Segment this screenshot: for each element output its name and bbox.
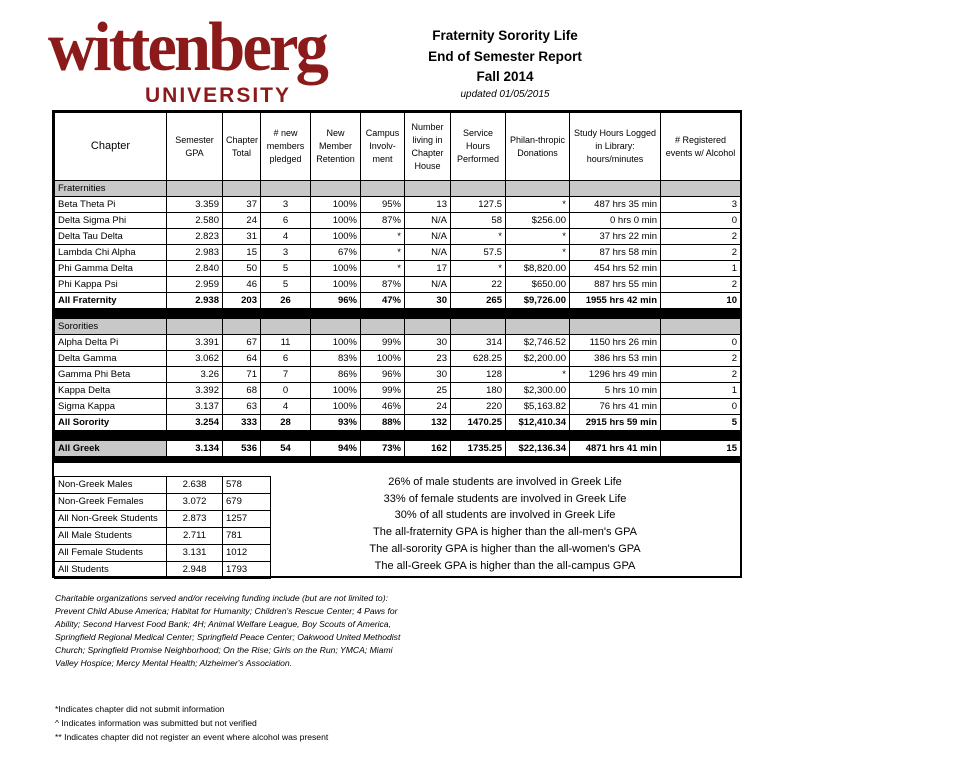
table-cell: 536	[223, 441, 261, 457]
table-cell: 100%	[311, 383, 361, 399]
table-cell: 5	[261, 277, 311, 293]
column-header: Campus Involv-ment	[361, 113, 405, 181]
table-cell: 64	[223, 351, 261, 367]
table-cell: 781	[223, 528, 271, 545]
table-cell: 25	[405, 383, 451, 399]
chapter-name: All Greek	[55, 441, 167, 457]
table-cell: 3.359	[167, 197, 223, 213]
summary-statement: The all-fraternity GPA is higher than the all-men's GPA	[373, 526, 637, 539]
divider-cell	[311, 431, 361, 441]
section-fill	[451, 319, 506, 335]
table-cell: *	[451, 261, 506, 277]
table-row	[55, 399, 741, 415]
divider-cell	[506, 309, 570, 319]
table-cell: 220	[451, 399, 506, 415]
table-cell: 487 hrs 35 min	[570, 197, 661, 213]
column-header: New Member Retention	[311, 113, 361, 181]
table-cell: 2	[661, 351, 741, 367]
table-cell: 93%	[311, 415, 361, 431]
group-name: All Non-Greek Students	[55, 511, 167, 528]
table-cell: 0	[661, 399, 741, 415]
table-cell: 2	[661, 229, 741, 245]
comparison-row	[55, 494, 271, 511]
section-fill	[405, 181, 451, 197]
table-cell: 3	[261, 245, 311, 261]
table-cell: 100%	[311, 399, 361, 415]
table-cell: 46	[223, 277, 261, 293]
divider-cell	[223, 457, 261, 463]
divider-cell	[261, 309, 311, 319]
table-cell: 887 hrs 55 min	[570, 277, 661, 293]
column-header: Service Hours Performed	[451, 113, 506, 181]
table-row	[55, 277, 741, 293]
chapter-name: All Fraternity	[55, 293, 167, 309]
report-table	[54, 112, 741, 463]
section-fill	[167, 181, 223, 197]
table-cell: 30	[405, 367, 451, 383]
column-header: Number living in Chapter House	[405, 113, 451, 181]
divider-cell	[167, 457, 223, 463]
table-cell: 47%	[361, 293, 405, 309]
table-cell: $2,300.00	[506, 383, 570, 399]
column-header: Chapter	[55, 113, 167, 181]
table-cell: 1735.25	[451, 441, 506, 457]
table-cell: 99%	[361, 383, 405, 399]
table-cell: 2.959	[167, 277, 223, 293]
table-cell: 3	[261, 197, 311, 213]
divider-cell	[570, 309, 661, 319]
table-cell: 31	[223, 229, 261, 245]
table-cell: 1955 hrs 42 min	[570, 293, 661, 309]
comparison-row	[55, 477, 271, 494]
table-cell: 3.072	[167, 494, 223, 511]
chapter-name: Alpha Delta Pi	[55, 335, 167, 351]
table-cell: 11	[261, 335, 311, 351]
chapter-name: Kappa Delta	[55, 383, 167, 399]
table-cell: *	[506, 197, 570, 213]
divider-cell	[261, 431, 311, 441]
divider-cell	[311, 309, 361, 319]
table-row	[55, 213, 741, 229]
table-cell: $5,163.82	[506, 399, 570, 415]
table-cell: $256.00	[506, 213, 570, 229]
table-cell: *	[506, 367, 570, 383]
table-cell: 24	[405, 399, 451, 415]
divider-cell	[506, 457, 570, 463]
table-cell: $12,410.34	[506, 415, 570, 431]
table-cell: 96%	[311, 293, 361, 309]
table-cell: 100%	[361, 351, 405, 367]
column-header: Semester GPA	[167, 113, 223, 181]
divider-cell	[570, 457, 661, 463]
table-cell: 454 hrs 52 min	[570, 261, 661, 277]
divider-cell	[261, 457, 311, 463]
table-cell: 87%	[361, 213, 405, 229]
table-cell: N/A	[405, 213, 451, 229]
table-cell: N/A	[405, 277, 451, 293]
table-cell: 0 hrs 0 min	[570, 213, 661, 229]
table-cell: 24	[223, 213, 261, 229]
table-cell: 100%	[311, 229, 361, 245]
table-cell: 4	[261, 399, 311, 415]
table-cell: 30	[405, 335, 451, 351]
table-cell: 628.25	[451, 351, 506, 367]
table-cell: 0	[661, 213, 741, 229]
table-cell: 17	[405, 261, 451, 277]
updated-date: updated 01/05/2015	[460, 89, 550, 100]
summary-statement: 26% of male students are involved in Greek Life	[388, 476, 622, 488]
section-fill	[311, 319, 361, 335]
section-fill	[661, 319, 741, 335]
divider-cell	[55, 457, 167, 463]
table-cell: 7	[261, 367, 311, 383]
table-cell: 6	[261, 213, 311, 229]
table-cell: 58	[451, 213, 506, 229]
table-row	[55, 229, 741, 245]
table-cell: 180	[451, 383, 506, 399]
section-fill	[167, 319, 223, 335]
table-cell: $2,200.00	[506, 351, 570, 367]
divider-cell	[55, 431, 167, 441]
column-header: # new members pledged	[261, 113, 311, 181]
comparison-table	[54, 476, 271, 579]
table-cell: 100%	[311, 197, 361, 213]
table-cell: 37	[223, 197, 261, 213]
report-title-line3: Fall 2014	[476, 69, 534, 84]
table-cell: 100%	[311, 261, 361, 277]
group-name: All Students	[55, 562, 167, 579]
table-cell: 3.391	[167, 335, 223, 351]
table-cell: 3	[661, 197, 741, 213]
table-cell: 3.137	[167, 399, 223, 415]
section-fill	[506, 319, 570, 335]
chapter-name: Delta Gamma	[55, 351, 167, 367]
section-fill	[570, 319, 661, 335]
sorority-total-row	[55, 415, 741, 431]
divider-cell	[361, 457, 405, 463]
table-cell: 3.131	[167, 545, 223, 562]
section-divider	[55, 431, 741, 441]
table-cell: 28	[261, 415, 311, 431]
table-cell: 1012	[223, 545, 271, 562]
divider-cell	[661, 431, 741, 441]
divider-cell	[361, 431, 405, 441]
table-cell: 2	[661, 367, 741, 383]
table-cell: 10	[661, 293, 741, 309]
table-row	[55, 367, 741, 383]
section-fill	[570, 181, 661, 197]
table-cell: 95%	[361, 197, 405, 213]
table-cell: 3.062	[167, 351, 223, 367]
table-cell: 2.840	[167, 261, 223, 277]
table-cell: 2.873	[167, 511, 223, 528]
table-cell: 0	[261, 383, 311, 399]
section-fill	[361, 319, 405, 335]
table-row	[55, 245, 741, 261]
divider-cell	[570, 431, 661, 441]
table-cell: 3.26	[167, 367, 223, 383]
table-cell: 265	[451, 293, 506, 309]
table-cell: 2.638	[167, 477, 223, 494]
legend-not-verified: ^ Indicates information was submitted but not verified	[55, 718, 257, 728]
table-cell: 132	[405, 415, 451, 431]
table-cell: 100%	[311, 277, 361, 293]
table-cell: 386 hrs 53 min	[570, 351, 661, 367]
summary-statement: The all-sorority GPA is higher than the all-women's GPA	[369, 542, 641, 555]
table-cell: 1257	[223, 511, 271, 528]
chapter-name: Beta Theta Pi	[55, 197, 167, 213]
table-cell: 73%	[361, 441, 405, 457]
table-cell: *	[451, 229, 506, 245]
chapter-name: Sigma Kappa	[55, 399, 167, 415]
column-header: Study Hours Logged in Library: hours/minutes	[570, 113, 661, 181]
section-fill	[451, 181, 506, 197]
table-cell: 67%	[311, 245, 361, 261]
divider-cell	[361, 309, 405, 319]
wittenberg-logo: wittenberg	[48, 9, 327, 86]
table-cell: 3.392	[167, 383, 223, 399]
chapter-name: Delta Tau Delta	[55, 229, 167, 245]
divider-cell	[661, 457, 741, 463]
fraternity-total-row	[55, 293, 741, 309]
section-fill	[311, 181, 361, 197]
table-cell: 0	[661, 335, 741, 351]
divider-cell	[451, 431, 506, 441]
table-cell: 22	[451, 277, 506, 293]
column-header: Philan-thropic Donations	[506, 113, 570, 181]
table-row	[55, 261, 741, 277]
summary-statement: 30% of all students are involved in Greek Life	[394, 509, 616, 522]
chapter-name: All Sorority	[55, 415, 167, 431]
table-row	[55, 197, 741, 213]
table-cell: 100%	[311, 213, 361, 229]
divider-cell	[661, 309, 741, 319]
chapter-name: Lambda Chi Alpha	[55, 245, 167, 261]
sororities-section	[55, 319, 741, 335]
table-cell: $2,746.52	[506, 335, 570, 351]
divider-cell	[405, 457, 451, 463]
table-cell: 37 hrs 22 min	[570, 229, 661, 245]
divider-cell	[55, 309, 167, 319]
table-cell: $22,136.34	[506, 441, 570, 457]
table-cell: 96%	[361, 367, 405, 383]
table-cell: $9,726.00	[506, 293, 570, 309]
section-fill	[361, 181, 405, 197]
table-cell: 333	[223, 415, 261, 431]
chapter-name: Gamma Phi Beta	[55, 367, 167, 383]
column-header: Chapter Total	[223, 113, 261, 181]
table-cell: 128	[451, 367, 506, 383]
chapter-name: Delta Sigma Phi	[55, 213, 167, 229]
table-cell: 54	[261, 441, 311, 457]
report-title-line2: End of Semester Report	[428, 49, 582, 64]
table-cell: *	[361, 261, 405, 277]
table-cell: 99%	[361, 335, 405, 351]
section-divider	[55, 457, 741, 463]
table-cell: 5 hrs 10 min	[570, 383, 661, 399]
comparison-row	[55, 545, 271, 562]
table-cell: 71	[223, 367, 261, 383]
section-fill	[405, 319, 451, 335]
table-row	[55, 335, 741, 351]
header-row	[55, 113, 741, 181]
table-cell: 50	[223, 261, 261, 277]
table-cell: 3.134	[167, 441, 223, 457]
divider-cell	[451, 457, 506, 463]
divider-cell	[167, 309, 223, 319]
table-cell: 87 hrs 58 min	[570, 245, 661, 261]
section-fill	[261, 319, 311, 335]
table-cell: 57.5	[451, 245, 506, 261]
group-name: All Male Students	[55, 528, 167, 545]
table-cell: 2.948	[167, 562, 223, 579]
report-title-line1: Fraternity Sorority Life	[432, 28, 578, 43]
statements-box	[270, 476, 740, 576]
table-cell: 67	[223, 335, 261, 351]
table-cell: 46%	[361, 399, 405, 415]
table-cell: 23	[405, 351, 451, 367]
table-cell: 2.580	[167, 213, 223, 229]
charity-note: Charitable organizations served and/or receiving funding include (but are not limited to): Prevent Child Abuse America; Habitat for Humanity; Children's Rescue Center; 4 Paws for Ability; Second Harvest Food Bank; 4H; Animal Welfare League, Boy Scouts of America, Springfield Regional Medical Center; Springfield Peace Center; Oakwood United Methodist Church; Springfield Promise Neighborhood; On the Rise; Girls on the Run; YMCA; Miami Valley Hospice; Mercy Mental Health; Alzheimer's Association.	[55, 593, 401, 668]
table-cell: 578	[223, 477, 271, 494]
table-cell: 203	[223, 293, 261, 309]
table-cell: 1470.25	[451, 415, 506, 431]
table-cell: 88%	[361, 415, 405, 431]
table-cell: 2915 hrs 59 min	[570, 415, 661, 431]
divider-cell	[506, 431, 570, 441]
table-cell: 4	[261, 229, 311, 245]
divider-cell	[311, 457, 361, 463]
group-name: Non-Greek Females	[55, 494, 167, 511]
table-cell: N/A	[405, 229, 451, 245]
table-cell: 314	[451, 335, 506, 351]
table-cell: 15	[223, 245, 261, 261]
legend-no-alcohol-event: ** Indicates chapter did not register an event where alcohol was present	[55, 732, 329, 742]
group-name: Non-Greek Males	[55, 477, 167, 494]
section-fill	[223, 319, 261, 335]
report-table-frame	[52, 110, 742, 578]
divider-cell	[223, 309, 261, 319]
comparison-row	[55, 511, 271, 528]
table-cell: 63	[223, 399, 261, 415]
table-cell: N/A	[405, 245, 451, 261]
table-row	[55, 351, 741, 367]
divider-cell	[167, 431, 223, 441]
university-logo-text: UNIVERSITY	[145, 84, 292, 107]
table-cell: 13	[405, 197, 451, 213]
section-fill	[261, 181, 311, 197]
table-cell: 94%	[311, 441, 361, 457]
chapter-name: Phi Gamma Delta	[55, 261, 167, 277]
table-cell: 1296 hrs 49 min	[570, 367, 661, 383]
table-cell: 679	[223, 494, 271, 511]
table-cell: 1	[661, 383, 741, 399]
table-cell: 127.5	[451, 197, 506, 213]
table-row	[55, 383, 741, 399]
section-fill	[661, 181, 741, 197]
table-cell: 2	[661, 277, 741, 293]
table-cell: *	[506, 229, 570, 245]
divider-cell	[405, 431, 451, 441]
divider-cell	[405, 309, 451, 319]
table-cell: $650.00	[506, 277, 570, 293]
table-cell: 5	[661, 415, 741, 431]
table-cell: 26	[261, 293, 311, 309]
table-cell: 68	[223, 383, 261, 399]
table-cell: 6	[261, 351, 311, 367]
table-cell: 2.983	[167, 245, 223, 261]
section-label: Fraternities	[55, 181, 167, 197]
column-header: # Registered events w/ Alcohol	[661, 113, 741, 181]
table-cell: 87%	[361, 277, 405, 293]
table-cell: 30	[405, 293, 451, 309]
section-fill	[223, 181, 261, 197]
table-cell: 76 hrs 41 min	[570, 399, 661, 415]
table-cell: $8,820.00	[506, 261, 570, 277]
table-cell: 2.938	[167, 293, 223, 309]
section-divider	[55, 309, 741, 319]
table-cell: 5	[261, 261, 311, 277]
legend-not-submitted: *Indicates chapter did not submit information	[55, 704, 225, 714]
table-cell: 2.823	[167, 229, 223, 245]
table-cell: 162	[405, 441, 451, 457]
table-cell: 3.254	[167, 415, 223, 431]
table-cell: 1150 hrs 26 min	[570, 335, 661, 351]
table-cell: 86%	[311, 367, 361, 383]
comparison-row	[55, 528, 271, 545]
table-cell: 83%	[311, 351, 361, 367]
summary-statement: The all-Greek GPA is higher than the all-campus GPA	[374, 559, 636, 572]
section-fill	[506, 181, 570, 197]
table-cell: 1	[661, 261, 741, 277]
table-cell: 15	[661, 441, 741, 457]
divider-cell	[451, 309, 506, 319]
all-greek-row	[55, 441, 741, 457]
table-cell: 2	[661, 245, 741, 261]
comparison-row	[55, 562, 271, 579]
table-cell: 100%	[311, 335, 361, 351]
table-cell: 4871 hrs 41 min	[570, 441, 661, 457]
table-cell: *	[361, 229, 405, 245]
divider-cell	[223, 431, 261, 441]
fraternities-section	[55, 181, 741, 197]
table-cell: *	[361, 245, 405, 261]
table-cell: 2.711	[167, 528, 223, 545]
chapter-name: Phi Kappa Psi	[55, 277, 167, 293]
table-cell: *	[506, 245, 570, 261]
section-label: Sororities	[55, 319, 167, 335]
group-name: All Female Students	[55, 545, 167, 562]
table-cell: 1793	[223, 562, 271, 579]
summary-statement: 33% of female students are involved in Greek Life	[383, 492, 627, 505]
